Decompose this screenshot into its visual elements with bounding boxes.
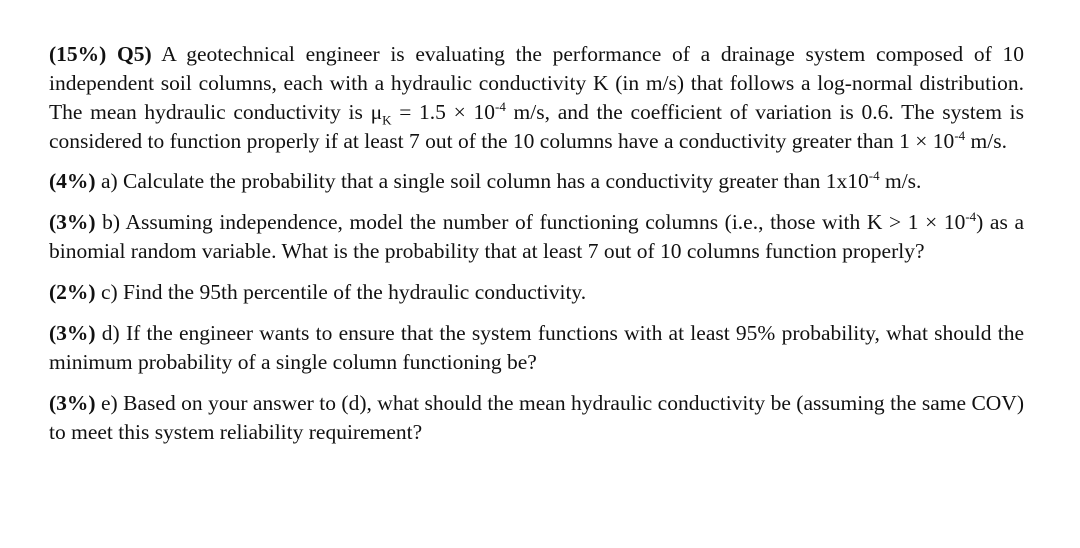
question-header: (15%) Q5)	[49, 42, 152, 66]
part-b-text: b) Assuming independence, model the number of functioning columns (i.e., those with K > 1 × 10	[95, 210, 966, 234]
part-d-text: d) If the engineer wants to ensure that the system functions with at least 95% probability, what should the minimum probability of a single column functioning be?	[49, 321, 1024, 374]
mu-symbol: μ	[370, 100, 383, 124]
exponent: -4	[965, 208, 977, 224]
intro-text-4: m/s.	[965, 129, 1007, 153]
part-e	[49, 389, 1024, 447]
intro-text-1: A geotechnical engineer is evaluating the performance of a drainage system composed of 10 independent soil columns, each with a hydraulic conductivity K (in m/s) that follows a log-normal distribution. The mean hydraulic conductivity is	[49, 42, 1024, 124]
part-e-text: e) Based on your answer to (d), what should the mean hydraulic conductivity be (assuming the same COV) to meet this system reliability requirement?	[49, 391, 1024, 444]
part-a-text-end: m/s.	[879, 169, 922, 193]
part-d-weight: (3%)	[49, 321, 96, 345]
intro-text-3: m/s, and the coefficient of variation is 0.6. The system is considered to function properly if at least 7 out of the 10 columns have a conductivity greater than 1 × 10	[49, 100, 1024, 153]
exponent: -4	[495, 98, 506, 114]
question-intro	[49, 40, 1024, 156]
part-e-weight: (3%)	[49, 391, 96, 415]
part-c-text: c) Find the 95th percentile of the hydraulic conductivity.	[95, 280, 587, 304]
part-a-text: a) Calculate the probability that a single soil column has a conductivity greater than 1x10	[95, 169, 869, 193]
question-document	[49, 40, 1024, 459]
part-a	[49, 167, 1024, 196]
part-b-text-end: ) as a binomial random variable. What is the probability that at least 7 out of 10 columns function properly?	[49, 210, 1024, 263]
intro-text-2: = 1.5 × 10	[391, 100, 495, 124]
part-b-weight: (3%)	[49, 210, 96, 234]
mu-subscript: K	[382, 112, 392, 128]
exponent: -4	[868, 167, 880, 183]
part-c	[49, 278, 1024, 307]
part-c-weight: (2%)	[49, 280, 96, 304]
exponent: -4	[954, 127, 966, 143]
part-a-weight: (4%)	[49, 169, 96, 193]
part-b	[49, 208, 1024, 266]
part-d	[49, 319, 1024, 377]
